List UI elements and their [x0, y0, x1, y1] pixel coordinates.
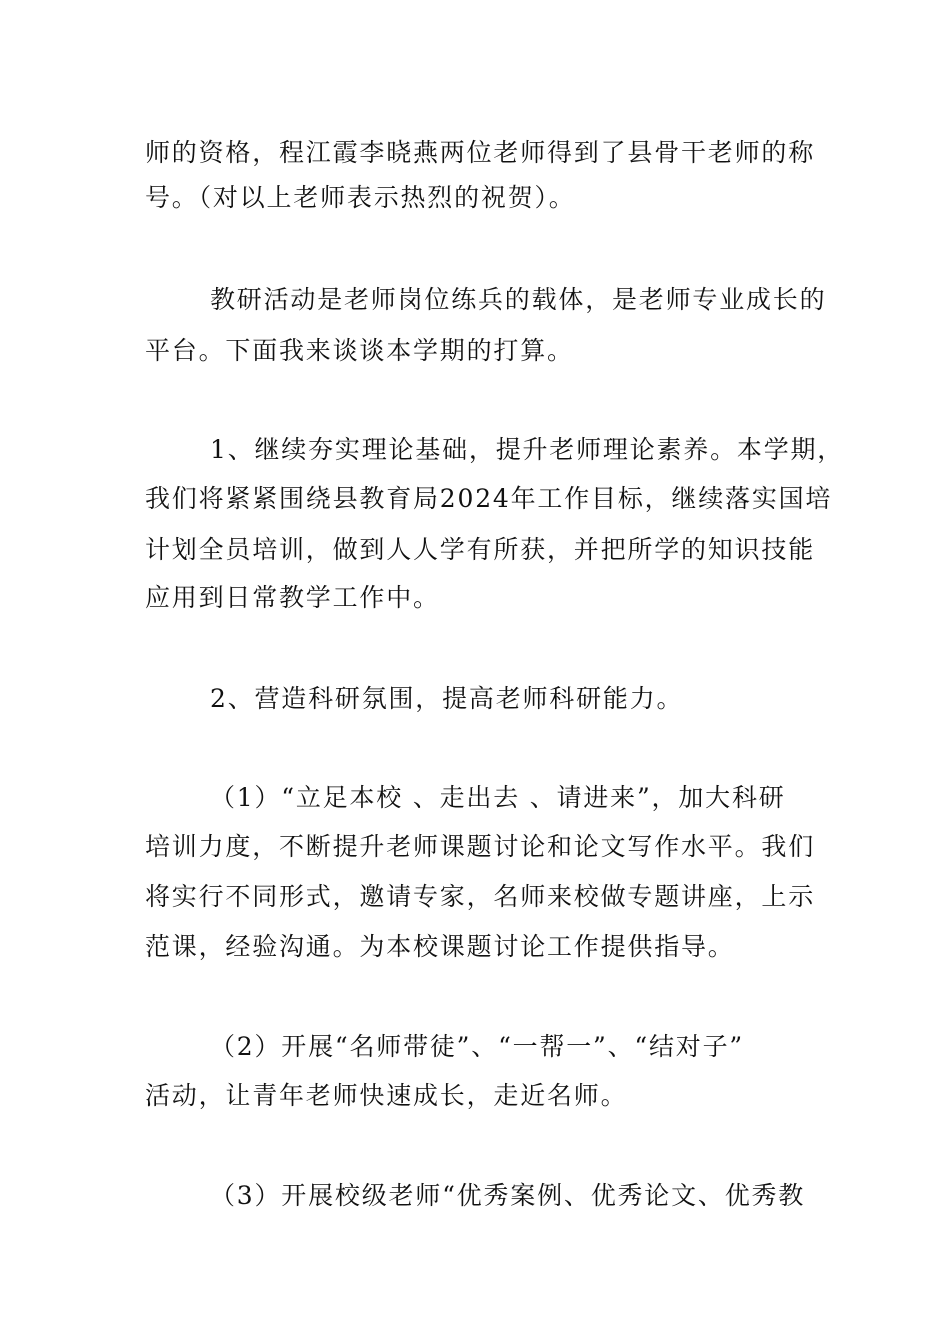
p2-line-2: 平台。下面我来谈谈本学期的打算。	[145, 336, 574, 365]
p6-line-1: （2）开展“名师带徒”、“一帮一”、“结对子”	[210, 1032, 744, 1061]
p1-line-1: 师的资格，程江霞李晓燕两位老师得到了县骨干老师的称	[145, 138, 816, 167]
p1-line-2: 号。（对以上老师表示热烈的祝贺）。	[145, 183, 576, 212]
p3-line-2: 我们将紧紧围绕县教育局2024年工作目标，继续落实国培	[145, 484, 833, 513]
p5-line-1: （1）“立足本校 、走出去 、请进来”，加大科研	[210, 783, 786, 812]
p5-line-4: 范课，经验沟通。为本校课题讨论工作提供指导。	[145, 932, 735, 961]
p3-line-1: 1、继续夯实理论基础，提升老师理论素养。本学期，	[210, 435, 845, 464]
p3-line-4: 应用到日常教学工作中。	[145, 583, 440, 612]
p5-line-2: 培训力度，不断提升老师课题讨论和论文写作水平。我们	[145, 832, 816, 861]
p7-line-1: （3）开展校级老师“优秀案例、优秀论文、优秀教	[210, 1181, 806, 1210]
p6-line-2: 活动，让青年老师快速成长，走近名师。	[145, 1081, 628, 1110]
p5-line-3: 将实行不同形式，邀请专家，名师来校做专题讲座，上示	[145, 882, 816, 911]
p3-line-3: 计划全员培训，做到人人学有所获，并把所学的知识技能	[145, 535, 816, 564]
p4-line-1: 2、营造科研氛围，提高老师科研能力。	[210, 684, 684, 713]
p2-line-1: 教研活动是老师岗位练兵的载体，是老师专业成长的	[210, 285, 827, 314]
